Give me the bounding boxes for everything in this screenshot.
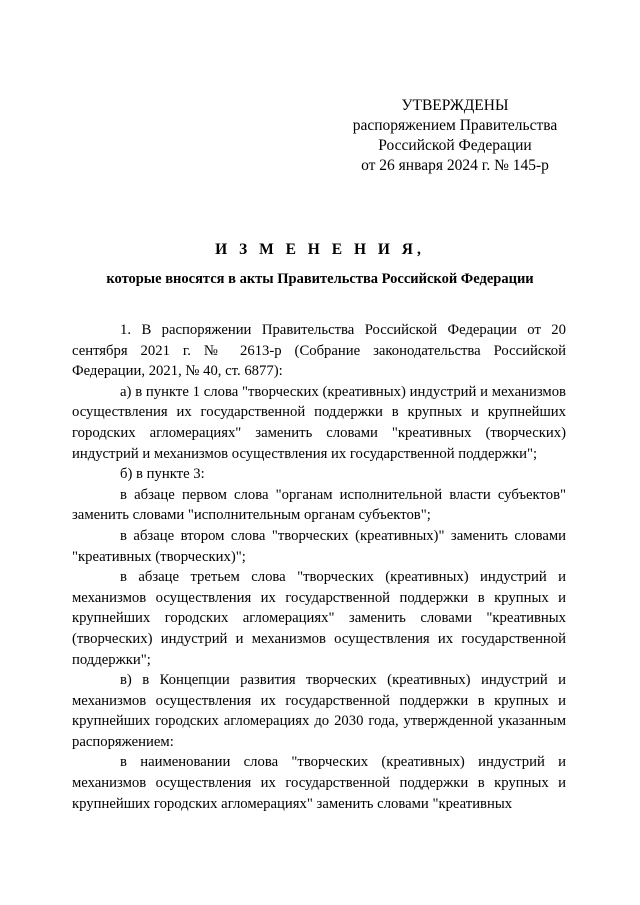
- paragraph-2: а) в пункте 1 слова "творческих (креативных) индустрий и механизмов осуществления их государственной поддержки в крупных и крупнейших городских агломерациях" заменить словами "креативных (творческих) индустрий и механизмов осуществления их государственной поддержки";: [72, 383, 566, 462]
- document-title: И З М Е Н Е Н И Я,: [215, 241, 425, 258]
- approval-stamp: [300, 96, 610, 176]
- paragraph-6: в абзаце третьем слова "творческих (креативных) индустрий и механизмов осуществления их государственной поддержки в крупных и крупнейших городских агломерациях" заменить словами "креативных (творческих) индустрий и механизмов осуществления их государственной поддержки";: [72, 569, 566, 668]
- approval-line-1: УТВЕРЖДЕНЫ: [401, 97, 509, 114]
- document-subtitle: которые вносятся в акты Правительства Российской Федерации: [106, 271, 534, 287]
- approval-line-2: распоряжением Правительства: [352, 117, 558, 134]
- document-body: [72, 320, 566, 814]
- paragraph-8: в наименовании слова "творческих (креативных) индустрий и механизмов осуществления их государственной поддержки в крупных и крупнейших городских агломерациях" заменить словами "креативных: [72, 754, 566, 812]
- paragraph-5: в абзаце втором слова "творческих (креативных)" заменить словами "креативных (творческих)";: [72, 527, 566, 565]
- approval-line-3: Российской Федерации: [378, 137, 532, 154]
- paragraph-7: в) в Концепции развития творческих (креативных) индустрий и механизмов осуществления их государственной поддержки в крупных и крупнейших городских агломерациях до 2030 года, утвержденной указанным распоряжением:: [72, 672, 566, 750]
- paragraph-1: 1. В распоряжении Правительства Российской Федерации от 20 сентября 2021 г. № 2613-р (Собрание законодательства Российской Федерации, 2021, № 40, ст. 6877):: [72, 322, 566, 380]
- paragraph-3: б) в пункте 3:: [120, 466, 205, 483]
- paragraph-4: в абзаце первом слова "органам исполнительной власти субъектов" заменить словами "исполнительным органам субъектов";: [72, 486, 566, 524]
- approval-line-4: от 26 января 2024 г. № 145-р: [361, 157, 549, 174]
